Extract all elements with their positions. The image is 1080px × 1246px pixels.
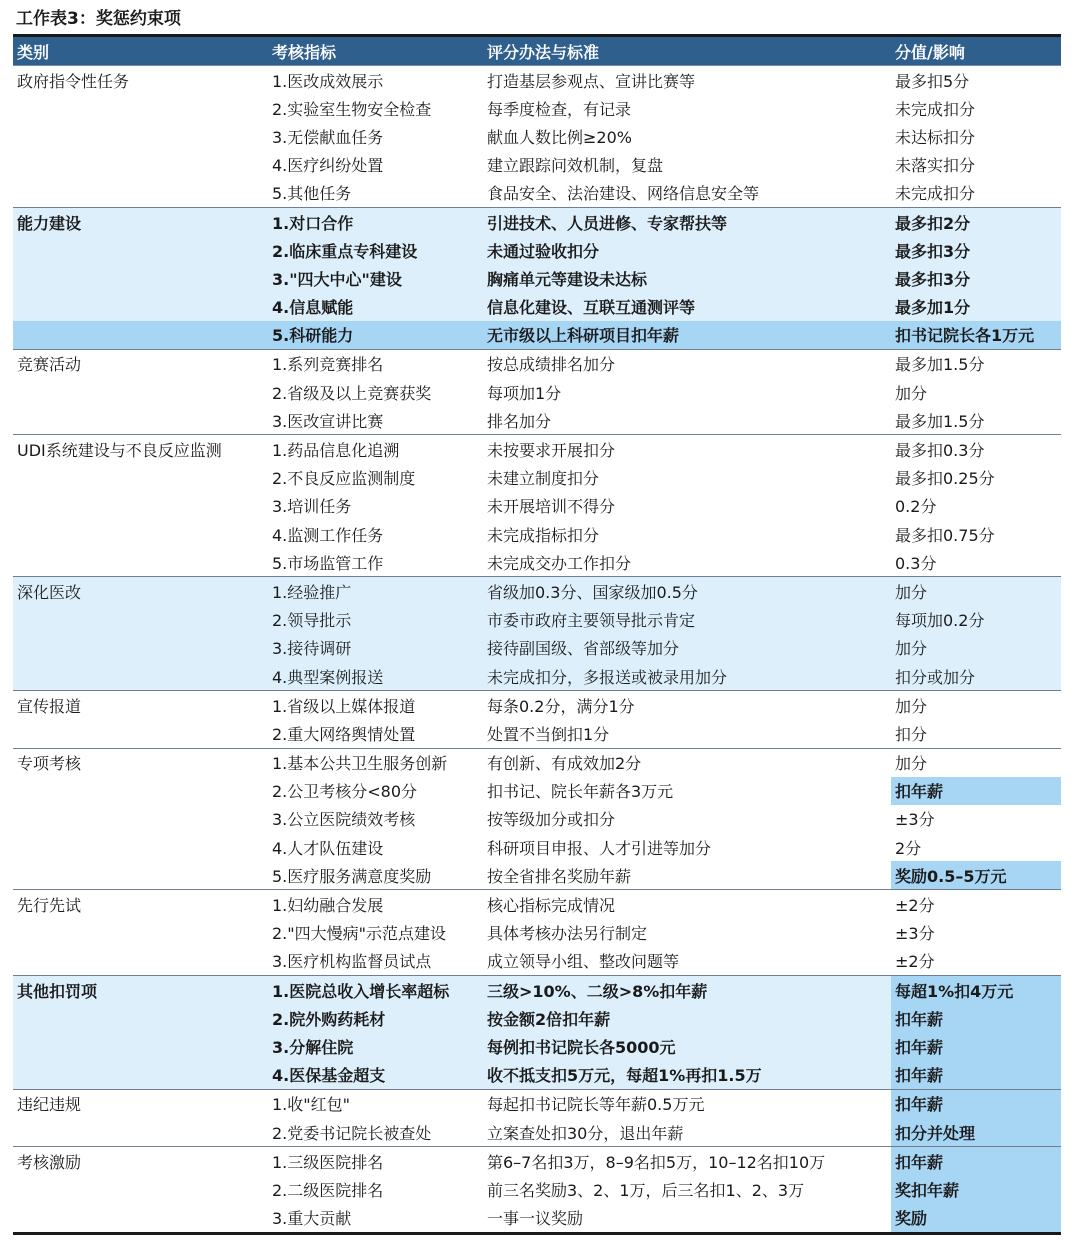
table-row bbox=[13, 577, 1061, 606]
row-category: 政府指令性任务 bbox=[17, 71, 130, 91]
table-row bbox=[13, 293, 1061, 321]
table-row bbox=[13, 947, 1061, 976]
row-indicator: 1.系列竞赛排名 bbox=[268, 349, 483, 378]
row-category bbox=[13, 94, 268, 122]
table-row bbox=[13, 1089, 1061, 1118]
row-method: 处置不当倒扣1分 bbox=[487, 724, 610, 744]
table-row bbox=[13, 520, 1061, 548]
row-category bbox=[13, 122, 268, 150]
row-indicator: 3.无偿献血任务 bbox=[272, 127, 384, 147]
row-indicator: 4.医疗纠纷处置 bbox=[272, 156, 384, 176]
table-row bbox=[13, 691, 1061, 720]
row-method: 每例扣书记院长各5000元 bbox=[483, 1032, 891, 1060]
row-method: 打造基层参观点、宣讲比赛等 bbox=[487, 71, 696, 91]
row-category: 先行先试 bbox=[13, 890, 268, 919]
row-method: 未按要求开展扣分 bbox=[483, 435, 891, 464]
row-method: 按金额2倍扣年薪 bbox=[483, 1004, 891, 1032]
row-category: 深化医改 bbox=[13, 577, 268, 606]
table-row bbox=[13, 122, 1061, 150]
row-category bbox=[13, 919, 268, 947]
row-category bbox=[13, 1032, 268, 1060]
row-category bbox=[13, 805, 268, 833]
row-score: ±3分 bbox=[895, 924, 935, 944]
row-category bbox=[13, 634, 268, 662]
row-score: 0.3分 bbox=[895, 553, 937, 573]
table-row bbox=[13, 66, 1061, 95]
row-indicator: 1.收"红包" bbox=[268, 1089, 483, 1118]
row-score: 最多扣0.75分 bbox=[895, 525, 995, 545]
row-category: 其他扣罚项 bbox=[13, 976, 268, 1005]
row-indicator: 5.科研能力 bbox=[268, 321, 483, 350]
row-indicator: 1.妇幼融合发展 bbox=[268, 890, 483, 919]
row-indicator: 4.医保基金超支 bbox=[268, 1061, 483, 1090]
table-row bbox=[13, 890, 1061, 919]
row-score: 最多加1.5分 bbox=[891, 349, 1061, 378]
row-score: 扣分 bbox=[895, 724, 928, 744]
header-category: 类别 bbox=[13, 37, 268, 66]
header-indicator: 考核指标 bbox=[268, 37, 483, 66]
row-method: 未完成交办工作扣分 bbox=[487, 553, 632, 573]
row-method: 省级加0.3分、国家级加0.5分 bbox=[483, 577, 891, 606]
row-indicator: 2.院外购药耗材 bbox=[268, 1004, 483, 1032]
table-row bbox=[13, 349, 1061, 378]
row-method: 接待副国级、省部级等加分 bbox=[483, 634, 891, 662]
row-indicator: 3.分解住院 bbox=[268, 1032, 483, 1060]
row-score: 扣年薪 bbox=[891, 1032, 1061, 1060]
header-score: 分值/影响 bbox=[891, 37, 1061, 66]
row-score: 加分 bbox=[891, 634, 1061, 662]
row-indicator: 2.不良反应监测制度 bbox=[272, 469, 416, 489]
row-method: 一事一议奖励 bbox=[483, 1204, 891, 1234]
row-indicator: 2.领导批示 bbox=[268, 606, 483, 634]
row-category bbox=[13, 236, 268, 264]
row-category bbox=[13, 1204, 268, 1234]
row-method: 献血人数比例≥20% bbox=[487, 127, 632, 147]
row-method: 三级>10%、二级>8%扣年薪 bbox=[483, 976, 891, 1005]
table-row bbox=[13, 321, 1061, 350]
row-indicator: 3.重大贡献 bbox=[268, 1204, 483, 1234]
row-method: 收不抵支扣5万元，每超1%再扣1.5万 bbox=[483, 1061, 891, 1090]
row-category bbox=[13, 861, 268, 890]
row-score: 奖励0.5–5万元 bbox=[891, 861, 1061, 890]
row-indicator: 1.基本公共卫生服务创新 bbox=[268, 748, 483, 777]
table-row bbox=[13, 435, 1061, 464]
table-row bbox=[13, 1147, 1061, 1176]
table-row bbox=[13, 264, 1061, 292]
table-row bbox=[13, 1032, 1061, 1060]
row-method: 成立领导小组、整改问题等 bbox=[487, 952, 680, 972]
row-indicator: 5.医疗服务满意度奖励 bbox=[272, 866, 432, 886]
row-category: 宣传报道 bbox=[13, 691, 268, 720]
row-category bbox=[13, 406, 268, 435]
row-category bbox=[13, 1118, 268, 1147]
row-score: 奖扣年薪 bbox=[891, 1175, 1061, 1203]
row-score: 2分 bbox=[895, 838, 922, 858]
row-category bbox=[13, 321, 268, 350]
row-category bbox=[13, 293, 268, 321]
row-indicator: 1.经验推广 bbox=[268, 577, 483, 606]
row-indicator: 3.培训任务 bbox=[272, 497, 352, 517]
row-indicator: 1.对口合作 bbox=[268, 207, 483, 236]
row-category bbox=[13, 606, 268, 634]
table-row bbox=[13, 777, 1061, 805]
row-score: 0.2分 bbox=[895, 497, 937, 517]
row-score: 扣分并处理 bbox=[891, 1118, 1061, 1147]
row-category bbox=[13, 1175, 268, 1203]
table-row bbox=[13, 606, 1061, 634]
row-category: UDI系统建设与不良反应监测 bbox=[13, 435, 268, 464]
row-category bbox=[13, 378, 268, 406]
row-score: 最多扣0.25分 bbox=[895, 469, 995, 489]
row-category bbox=[13, 264, 268, 292]
table-row bbox=[13, 548, 1061, 577]
row-score: 最多加1.5分 bbox=[895, 411, 985, 431]
row-method: 核心指标完成情况 bbox=[483, 890, 891, 919]
row-indicator: 1.医改成效展示 bbox=[272, 71, 384, 91]
row-method: 科研项目申报、人才引进等加分 bbox=[487, 838, 712, 858]
row-indicator: 5.其他任务 bbox=[272, 184, 352, 204]
row-score: 最多扣2分 bbox=[891, 207, 1061, 236]
row-score: 扣年薪 bbox=[891, 777, 1061, 805]
table-row bbox=[13, 94, 1061, 122]
row-score: 扣年薪 bbox=[891, 1061, 1061, 1090]
table-row bbox=[13, 236, 1061, 264]
row-score: ±2分 bbox=[891, 890, 1061, 919]
row-category bbox=[13, 947, 268, 976]
row-method: 扣书记、院长年薪各3万元 bbox=[487, 782, 674, 802]
row-method: 每项加1分 bbox=[487, 383, 562, 403]
header-method: 评分办法与标准 bbox=[483, 37, 891, 66]
row-method: 立案查处扣30分，退出年薪 bbox=[487, 1123, 684, 1143]
row-category bbox=[13, 719, 268, 748]
row-indicator: 2.临床重点专科建设 bbox=[268, 236, 483, 264]
table-row bbox=[13, 1061, 1061, 1090]
table-row bbox=[13, 1004, 1061, 1032]
reward-penalty-table bbox=[13, 37, 1061, 1235]
row-method: 排名加分 bbox=[487, 411, 552, 431]
row-indicator: 5.市场监管工作 bbox=[272, 553, 384, 573]
table-row bbox=[13, 861, 1061, 890]
row-category: 竞赛活动 bbox=[13, 349, 268, 378]
row-category bbox=[13, 548, 268, 577]
row-indicator: 2.省级及以上竞赛获奖 bbox=[272, 383, 432, 403]
row-indicator: 4.典型案例报送 bbox=[268, 662, 483, 691]
row-indicator: 3.接待调研 bbox=[268, 634, 483, 662]
row-method: 信息化建设、互联互通测评等 bbox=[483, 293, 891, 321]
row-method: 未建立制度扣分 bbox=[487, 469, 600, 489]
table-row bbox=[13, 634, 1061, 662]
table-row bbox=[13, 378, 1061, 406]
row-method: 按全省排名奖励年薪 bbox=[487, 866, 632, 886]
row-category: 考核激励 bbox=[13, 1147, 268, 1176]
row-indicator: 2.二级医院排名 bbox=[272, 1180, 384, 1200]
row-score: 奖励 bbox=[891, 1204, 1061, 1234]
table-row bbox=[13, 1118, 1061, 1147]
row-method: 每条0.2分，满分1分 bbox=[483, 691, 891, 720]
row-method: 食品安全、法治建设、网络信息安全等 bbox=[487, 184, 760, 204]
table-row bbox=[13, 976, 1061, 1005]
row-category bbox=[13, 777, 268, 805]
row-indicator: 2.实验室生物安全检查 bbox=[272, 99, 432, 119]
row-score: 扣书记院长各1万元 bbox=[891, 321, 1061, 350]
row-score: 每项加0.2分 bbox=[891, 606, 1061, 634]
row-method: 引进技术、人员进修、专家帮扶等 bbox=[483, 207, 891, 236]
sheet-title: 工作表3：奖惩约束项 bbox=[16, 9, 181, 29]
row-method: 按等级加分或扣分 bbox=[487, 810, 616, 830]
row-method: 按总成绩排名加分 bbox=[483, 349, 891, 378]
row-indicator: 2.公卫考核分<80分 bbox=[272, 782, 418, 802]
row-method: 市委市政府主要领导批示肯定 bbox=[483, 606, 891, 634]
row-indicator: 4.人才队伍建设 bbox=[272, 838, 384, 858]
row-method: 前三名奖励3、2、1万，后三名扣1、2、3万 bbox=[487, 1180, 805, 1200]
row-indicator: 1.药品信息化追溯 bbox=[268, 435, 483, 464]
row-indicator: 2.党委书记院长被查处 bbox=[272, 1123, 432, 1143]
row-score: 加分 bbox=[895, 383, 928, 403]
row-score: 扣年薪 bbox=[891, 1004, 1061, 1032]
row-method: 每季度检查，有记录 bbox=[487, 99, 632, 119]
row-indicator: 1.省级以上媒体报道 bbox=[268, 691, 483, 720]
row-score: ±2分 bbox=[895, 952, 935, 972]
row-indicator: 3.公立医院绩效考核 bbox=[272, 810, 416, 830]
table-row bbox=[13, 719, 1061, 748]
row-score: 最多扣0.3分 bbox=[891, 435, 1061, 464]
row-method: 未完成扣分，多报送或被录用加分 bbox=[483, 662, 891, 691]
row-score: 最多扣3分 bbox=[891, 264, 1061, 292]
row-method: 建立跟踪问效机制，复盘 bbox=[487, 156, 664, 176]
row-score: 加分 bbox=[891, 577, 1061, 606]
row-method: 未开展培训不得分 bbox=[487, 497, 616, 517]
row-category bbox=[13, 833, 268, 861]
row-category bbox=[13, 1004, 268, 1032]
row-score: 未完成扣分 bbox=[895, 99, 976, 119]
row-category bbox=[13, 492, 268, 520]
table-row bbox=[13, 662, 1061, 691]
table-row bbox=[13, 748, 1061, 777]
row-indicator: 1.三级医院排名 bbox=[268, 1147, 483, 1176]
row-category bbox=[13, 520, 268, 548]
row-score: 最多扣5分 bbox=[895, 71, 970, 91]
row-method: 无市级以上科研项目扣年薪 bbox=[483, 321, 891, 350]
table-row bbox=[13, 207, 1061, 236]
row-indicator: 3."四大中心"建设 bbox=[268, 264, 483, 292]
row-method: 每起扣书记院长等年薪0.5万元 bbox=[483, 1089, 891, 1118]
table-body bbox=[13, 66, 1061, 1234]
row-score: 加分 bbox=[891, 748, 1061, 777]
table-row bbox=[13, 1204, 1061, 1234]
row-score: 扣年薪 bbox=[891, 1089, 1061, 1118]
header-row bbox=[13, 37, 1061, 66]
table-row bbox=[13, 919, 1061, 947]
row-score: 未达标扣分 bbox=[895, 127, 976, 147]
row-score: 加分 bbox=[891, 691, 1061, 720]
row-method: 具体考核办法另行制定 bbox=[487, 924, 648, 944]
row-category bbox=[13, 179, 268, 208]
row-category bbox=[13, 1061, 268, 1090]
table-row bbox=[13, 1175, 1061, 1203]
table-row bbox=[13, 151, 1061, 179]
row-score: 未完成扣分 bbox=[895, 184, 976, 204]
row-score: ±3分 bbox=[895, 810, 935, 830]
table-row bbox=[13, 406, 1061, 435]
table-row bbox=[13, 833, 1061, 861]
row-category: 违纪违规 bbox=[13, 1089, 268, 1118]
row-method: 未完成指标扣分 bbox=[487, 525, 600, 545]
row-score: 每超1%扣4万元 bbox=[891, 976, 1061, 1005]
row-indicator: 4.监测工作任务 bbox=[272, 525, 384, 545]
row-category bbox=[13, 662, 268, 691]
row-indicator: 3.医改宣讲比赛 bbox=[272, 411, 384, 431]
row-score: 扣年薪 bbox=[891, 1147, 1061, 1176]
row-score: 扣分或加分 bbox=[891, 662, 1061, 691]
row-category: 能力建设 bbox=[13, 207, 268, 236]
row-category bbox=[13, 151, 268, 179]
row-method: 未通过验收扣分 bbox=[483, 236, 891, 264]
row-category bbox=[13, 464, 268, 492]
row-indicator: 1.医院总收入增长率超标 bbox=[268, 976, 483, 1005]
table-row bbox=[13, 492, 1061, 520]
row-indicator: 2.重大网络舆情处置 bbox=[272, 724, 416, 744]
row-score: 未落实扣分 bbox=[895, 156, 976, 176]
row-score: 最多扣3分 bbox=[891, 236, 1061, 264]
table-row bbox=[13, 805, 1061, 833]
row-category: 专项考核 bbox=[13, 748, 268, 777]
row-indicator: 2."四大慢病"示范点建设 bbox=[272, 924, 446, 944]
row-indicator: 3.医疗机构监督员试点 bbox=[272, 952, 432, 972]
row-method: 有创新、有成效加2分 bbox=[483, 748, 891, 777]
table-row bbox=[13, 464, 1061, 492]
row-score: 最多加1分 bbox=[891, 293, 1061, 321]
row-method: 第6–7名扣3万，8–9名扣5万，10–12名扣10万 bbox=[483, 1147, 891, 1176]
row-indicator: 4.信息赋能 bbox=[268, 293, 483, 321]
row-method: 胸痛单元等建设未达标 bbox=[483, 264, 891, 292]
table-row bbox=[13, 179, 1061, 208]
